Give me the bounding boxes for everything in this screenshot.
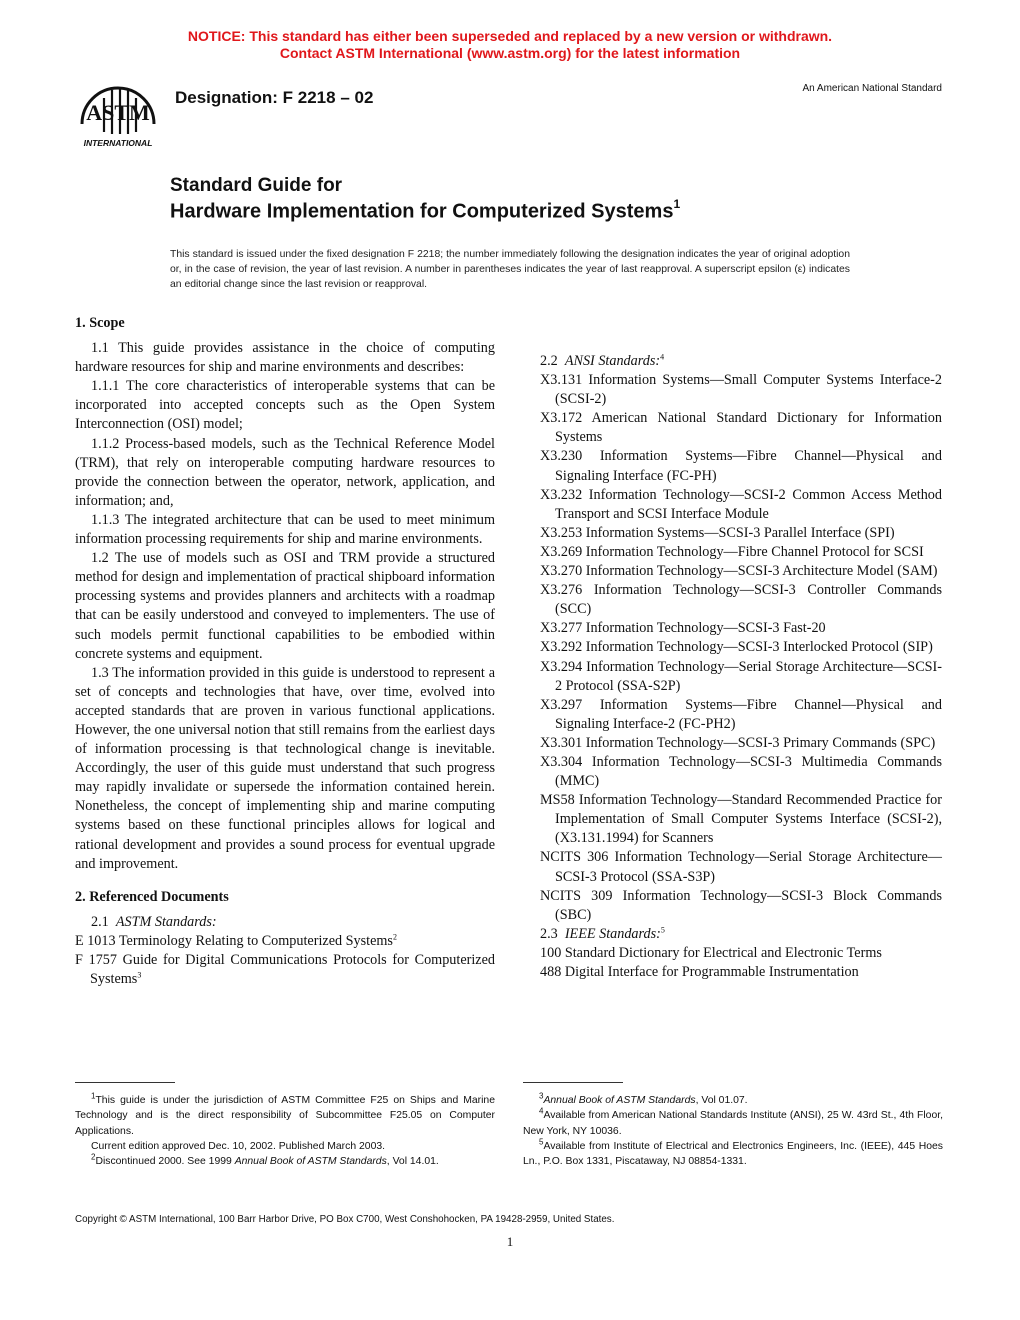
ref-f1757 bbox=[75, 951, 495, 989]
ansi-ref: X3.301 Information Technology—SCSI-3 Primary Commands (SPC) bbox=[540, 734, 936, 751]
ansi-ref: X3.253 Information Systems—SCSI-3 Parallel Interface (SPI) bbox=[540, 524, 895, 541]
logo-text: ASTM bbox=[86, 100, 150, 125]
ansi-ref: X3.294 Information Technology—Serial Storage Architecture—SCSI-2 Protocol (SSA-S2P) bbox=[540, 658, 942, 694]
footnote-5-marker: 5 bbox=[539, 1137, 544, 1147]
section-heading-refdocs: 2. Referenced Documents bbox=[75, 888, 229, 905]
ansi-ref: X3.269 Information Technology—Fibre Channel Protocol for SCSI bbox=[540, 543, 924, 560]
designation: Designation: F 2218 – 02 bbox=[175, 88, 374, 107]
para-1-1-2: 1.1.2 Process-based models, such as the Technical Reference Model (TRM), that rely on interoperable computing hardware resources to provide the connection between the operator, network, application, and information; and, bbox=[75, 435, 495, 509]
ref-f1757-sup: 3 bbox=[137, 970, 142, 980]
subsection-2-1-num: 2.1 bbox=[91, 913, 109, 930]
footnote-3-a: Annual Book of ASTM Standards bbox=[543, 1095, 696, 1106]
subsection-2-2-sup: 4 bbox=[660, 352, 665, 362]
footnote-5-text: Available from Institute of Electrical and Electronics Engineers, Inc. (IEEE), 445 Hoes Ln., P.O. Box 1331, Piscataway, NJ 08854-1331. bbox=[523, 1140, 943, 1168]
ansi-ref: X3.304 Information Technology—SCSI-3 Multimedia Commands (MMC) bbox=[540, 753, 942, 790]
subsection-2-2-title: ANSI Standards: bbox=[564, 353, 661, 369]
subsection-2-3-title: IEEE Standards: bbox=[564, 925, 661, 942]
ansi-ref: X3.131 Information Systems—Small Computer Systems Interface-2 (SCSI-2) bbox=[540, 372, 942, 408]
footnote-3-b: , Vol 01.07. bbox=[695, 1095, 748, 1106]
ansi-ref: NCITS 306 Information Technology—Serial Storage Architecture—SCSI-3 Protocol (SSA-S3P) bbox=[540, 849, 942, 885]
footnote-2-c: , Vol 14.01. bbox=[386, 1156, 439, 1168]
footnote-3 bbox=[523, 1093, 943, 1108]
subsection-2-2-num: 2.2 bbox=[540, 353, 558, 369]
preamble: This standard is issued under the fixed designation F 2218; the number immediately following the designation indicates the year of original adoption or, in the case of revision, the year of last revision. A number in parentheses indicates the year of last reapproval. A superscript epsilon (ε) indicates an editorial change since the last revision or reapproval. bbox=[170, 249, 850, 290]
ansi-ref: NCITS 309 Information Technology—SCSI-3 Block Commands (SBC) bbox=[540, 887, 942, 923]
footnotes-left bbox=[75, 1093, 495, 1169]
page-number: 1 bbox=[506, 1234, 514, 1249]
ieee-ref: 100 Standard Dictionary for Electrical and Electronic Terms bbox=[540, 944, 882, 961]
ansi-ref: X3.270 Information Technology—SCSI-3 Architecture Model (SAM) bbox=[540, 563, 938, 580]
subsection-2-3 bbox=[540, 925, 942, 944]
ansi-ref: X3.230 Information Systems—Fibre Channel—Physical and Signaling Interface (FC-PH) bbox=[540, 448, 942, 484]
subsection-2-3-num: 2.3 bbox=[540, 925, 558, 942]
ref-f1757-text: F 1757 Guide for Digital Communications Protocols for Computerized Systems bbox=[75, 952, 495, 988]
footnote-5 bbox=[523, 1139, 943, 1170]
notice-line-1: NOTICE: This standard has either been superseded and replaced by a new version or withdrawn. bbox=[187, 28, 833, 44]
subsection-2-2 bbox=[540, 352, 942, 371]
footnote-1-text: This guide is under the jurisdiction of ASTM Committee F25 on Ships and Marine Technology and is the direct responsibility of Subcommittee F25.05 on Computer Applications. bbox=[75, 1095, 495, 1137]
ref-e1013-text: E 1013 Terminology Relating to Computerized Systems bbox=[75, 932, 393, 949]
subsection-2-1 bbox=[75, 913, 495, 932]
subsection-2-3-sup: 5 bbox=[660, 925, 665, 935]
footnote-2 bbox=[75, 1154, 495, 1169]
ansi-ref: X3.297 Information Systems—Fibre Channel—Physical and Signaling Interface-2 (FC-PH2) bbox=[540, 696, 942, 732]
ansi-ref: X3.292 Information Technology—SCSI-3 Interlocked Protocol (SIP) bbox=[540, 639, 933, 656]
american-national-standard: An American National Standard bbox=[802, 83, 942, 94]
para-1-1: 1.1 This guide provides assistance in the choice of computing hardware resources for ship and marine environments and describes: bbox=[75, 340, 495, 376]
title-line-2 bbox=[170, 199, 680, 224]
ansi-ref: X3.172 American National Standard Dictionary for Information Systems bbox=[540, 410, 942, 446]
para-1-1-1: 1.1.1 The core characteristics of interoperable systems that can be incorporated into accepted concepts such as the Open System Interconnection (OSI) model; bbox=[75, 378, 495, 433]
ieee-ref: 488 Digital Interface for Programmable Instrumentation bbox=[540, 964, 859, 980]
title-footnote-ref: 1 bbox=[673, 197, 681, 211]
footnote-3-marker: 3 bbox=[539, 1091, 544, 1101]
footnote-2-a: Discontinued 2000. See 1999 bbox=[95, 1156, 235, 1168]
para-1-1-3: 1.1.3 The integrated architecture that can be used to meet minimum information processing requirements for ship and marine environments. bbox=[75, 511, 495, 548]
ansi-ref: X3.232 Information Technology—SCSI-2 Common Access Method Transport and SCSI Interface Module bbox=[540, 486, 942, 522]
footnote-2-b: Annual Book of ASTM Standards bbox=[234, 1156, 387, 1168]
para-1-2: 1.2 The use of models such as OSI and TRM provide a structured method for design and implementation of practical shipboard information processing systems and provides planners and architects with a roadmap that can be easily understood and conveyed to implementers. The use of such models permit functional capabilities to be embodied within concrete systems and equipment. bbox=[75, 550, 495, 662]
title-line-1: Standard Guide for bbox=[170, 175, 343, 196]
footnote-4-marker: 4 bbox=[539, 1106, 544, 1116]
astm-logo bbox=[74, 76, 164, 152]
ref-e1013-sup: 2 bbox=[392, 932, 397, 942]
section-heading-scope: 1. Scope bbox=[75, 315, 125, 331]
ref-e1013 bbox=[75, 932, 495, 951]
title-text: Hardware Implementation for Computerized Systems bbox=[170, 200, 674, 223]
logo-subtext: INTERNATIONAL bbox=[83, 138, 153, 148]
footnotes-right bbox=[523, 1093, 943, 1169]
right-column bbox=[540, 352, 942, 982]
footnote-2-marker: 2 bbox=[91, 1152, 96, 1162]
ansi-ref: X3.277 Information Technology—SCSI-3 Fast-20 bbox=[540, 620, 826, 637]
footnote-1 bbox=[75, 1093, 495, 1139]
subsection-2-1-title: ASTM Standards: bbox=[115, 913, 217, 930]
footnote-4 bbox=[523, 1108, 943, 1139]
copyright: Copyright © ASTM International, 100 Barr Harbor Drive, PO Box C700, West Conshohocken, PA 19428-2959, United States. bbox=[75, 1214, 615, 1225]
footnote-4-text: Available from American National Standards Institute (ANSI), 25 W. 43rd St., 4th Floor, New York, NY 10036. bbox=[523, 1110, 943, 1137]
notice-line-2: Contact ASTM International (www.astm.org) for the latest information bbox=[279, 45, 741, 61]
footnote-rule-right bbox=[523, 1082, 623, 1083]
para-1-3: 1.3 The information provided in this guide is understood to represent a set of concepts and technologies that have, over time, evolved into accepted standards that are proven in various functional applications. However, the one universal notion that still remains from the earliest days of information processing is that technological change is inevitable. Accordingly, the user of this guide must understand that such progress may rapidly invalidate or supersede the information contained herein. Nonetheless, the concept of implementing ship and marine computing systems based on these functional principles allows for logical and rational development and provides a sound process for eventual upgrade and improvement. bbox=[75, 664, 495, 872]
footnote-1-marker: 1 bbox=[91, 1091, 96, 1101]
ansi-ref: MS58 Information Technology—Standard Recommended Practice for Implementation of Small Computer Systems Interface (SCSI-2), (X3.131.1994) for Scanners bbox=[540, 792, 942, 847]
ansi-ref: X3.276 Information Technology—SCSI-3 Controller Commands (SCC) bbox=[540, 582, 942, 618]
footnote-1b: Current edition approved Dec. 10, 2002. Published March 2003. bbox=[91, 1140, 386, 1152]
left-column bbox=[75, 314, 495, 989]
footnote-rule-left bbox=[75, 1082, 175, 1083]
